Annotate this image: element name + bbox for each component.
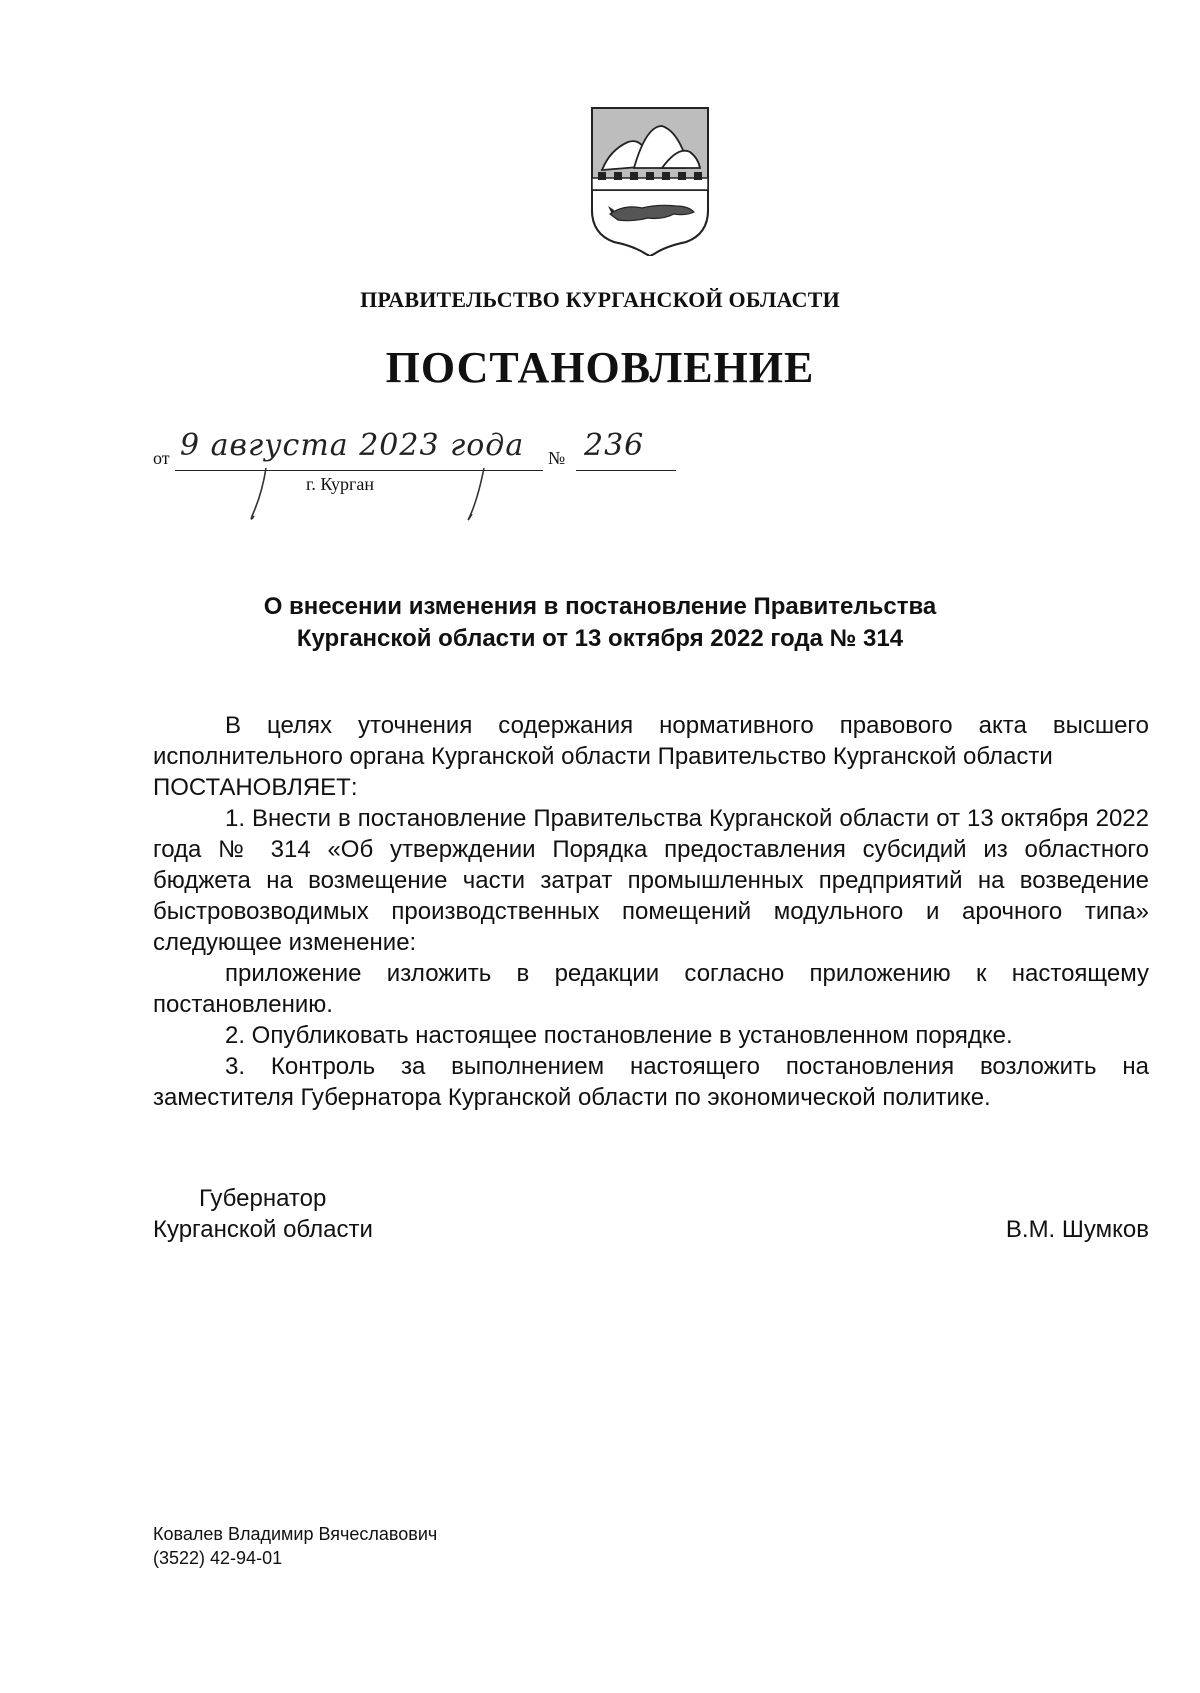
document-type-title: ПОСТАНОВЛЕНИЕ (385, 343, 815, 392)
subject-line-2: Курганской области от 13 октября 2022 года № 314 (296, 625, 904, 652)
signatory-position-line-2: Курганской области (153, 1216, 373, 1243)
contact-phone: (3522) 42-94-01 (153, 1548, 283, 1568)
document-subject (150, 591, 1050, 655)
paragraph-resolves: ПОСТАНОВЛЯЕТ: (153, 774, 358, 801)
document-body (153, 710, 1149, 1113)
government-title: ПРАВИТЕЛЬСТВО КУРГАНСКОЙ ОБЛАСТИ (360, 287, 840, 312)
signatory-position-line-1: Губернатор (199, 1185, 327, 1212)
contact-block (153, 1522, 437, 1570)
signatory-position (153, 1183, 373, 1245)
date-from-label: от (153, 448, 170, 468)
city-label: г. Курган (306, 474, 375, 494)
handwritten-number: 236 (584, 428, 645, 463)
number-label: № (548, 448, 566, 468)
subject-line-1: О внесении изменения в постановление Правительства (263, 593, 937, 620)
handwritten-date: 9 августа 2023 года (180, 428, 525, 463)
signatory-name: В.М. Шумков (1005, 1216, 1149, 1243)
number-underline (576, 470, 676, 471)
paragraph-preamble: В целях уточнения содержания нормативного правового акта высшего исполнительного органа Курганской области Правительство Курганской области (153, 712, 1149, 770)
paragraph-item-3: 3. Контроль за выполнением настоящего постановления возложить на заместителя Губернатора Курганской области по экономической политике. (153, 1053, 1149, 1111)
paragraph-item-2: 2. Опубликовать настоящее постановление в установленном порядке. (225, 1022, 1013, 1049)
contact-name: Ковалев Владимир Вячеславович (153, 1524, 438, 1544)
handwriting-strokes-icon (240, 464, 500, 524)
paragraph-amendment: приложение изложить в редакции согласно приложению к настоящему постановлению. (153, 960, 1149, 1018)
paragraph-item-1: 1. Внести в постановление Правительства Курганской области от 13 октября 2022 года № 314 «Об утверждении Порядка предоставления субсидий из областного бюджета на возмещение части затрат промышленных предприятий на возведение быстровозводимых производственных помещений модульного и арочного типа» следующее изменение: (153, 805, 1149, 956)
coat-of-arms-icon (588, 106, 712, 256)
